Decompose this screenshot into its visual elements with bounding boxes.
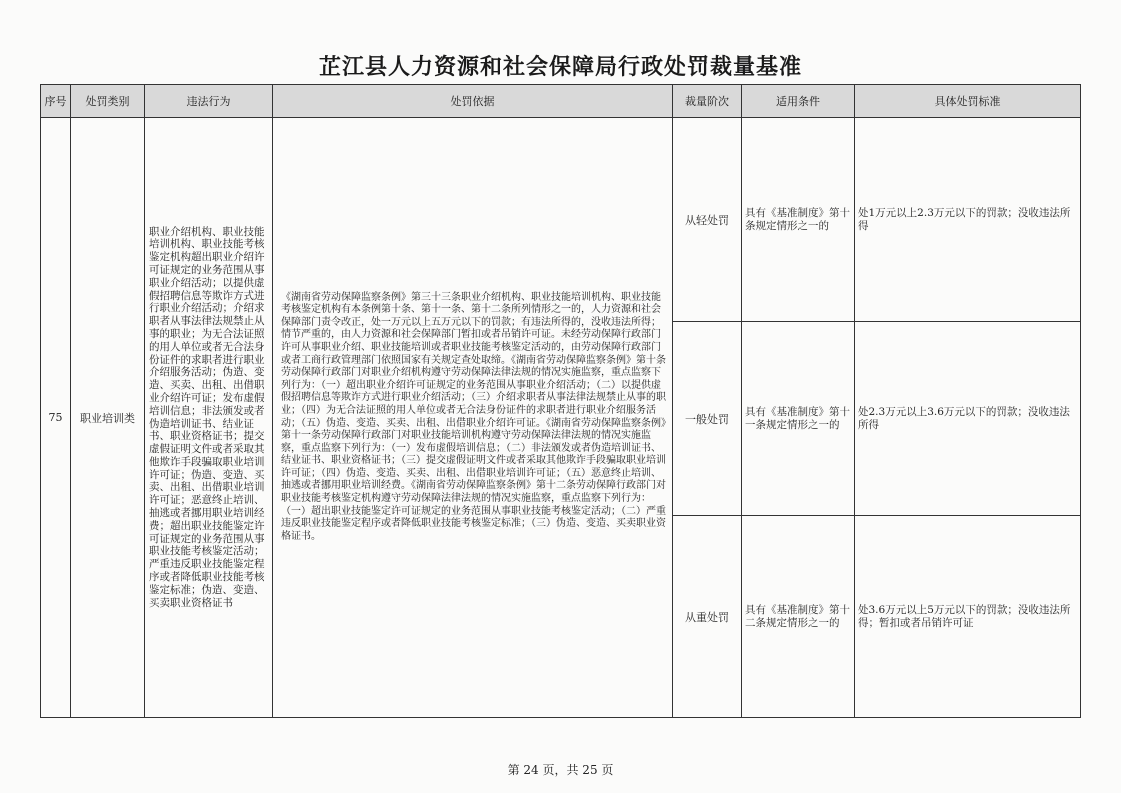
header-behavior: 违法行为: [145, 85, 273, 118]
standard-light: 处1万元以上2.3万元以下的罚款；没收违法所得: [855, 118, 1081, 322]
header-basis: 处罚依据: [273, 85, 673, 118]
standard-heavy: 处3.6万元以上5万元以下的罚款；没收违法所得；暂扣或者吊销许可证: [855, 516, 1081, 718]
level-heavy: 从重处罚: [673, 516, 742, 718]
header-category: 处罚类别: [71, 85, 145, 118]
header-no: 序号: [41, 85, 71, 118]
illegal-behavior: 职业介绍机构、职业技能培训机构、职业技能考核鉴定机构超出职业介绍许可证规定的业务范围从事职业介绍活动；以提供虚假招聘信息等欺诈方式进行职业介绍活动；介绍求职者从事法律法规禁止从事的职业；为无合法证照的用人单位或者无合法身份证件的求职者进行职业介绍服务活动；伪造、变造、买卖、出租、出借职业介绍许可证；发布虚假培训信息；非法颁发或者伪造培训证书、结业证书、职业资格证书；提交虚假证明文件或者采取其他欺诈手段骗取职业培训许可证；伪造、变造、买卖、出租、出借职业培训许可证；恶意终止培训、抽逃或者挪用职业培训经费；超出职业技能鉴定许可证规定的业务范围从事职业技能考核鉴定活动；严重违反职业技能鉴定程序或者降低职业技能考核鉴定标准；伪造、变造、买卖职业资格证书: [145, 118, 273, 718]
penalty-basis: 《湖南省劳动保障监察条例》第三十三条职业介绍机构、职业技能培训机构、职业技能考核鉴定机构有本条例第十条、第十一条、第十二条所列情形之一的，人力资源和社会保障部门责令改正，处一万元以上五万元以下的罚款；有违法所得的，没收违法所得；情节严重的，由人力资源和社会保障部门暂扣或者吊销许可证。未经劳动保障行政部门许可从事职业介绍、职业技能培训或者职业技能考核鉴定活动的，由劳动保障行政部门或者工商行政管理部门依照国家有关规定查处取缔。《湖南省劳动保障监察条例》第十条劳动保障行政部门对职业介绍机构遵守劳动保障法律法规的情况实施监察，重点监察下列行为：（一）超出职业介绍许可证规定的业务范围从事职业介绍活动；（二）以提供虚假招聘信息等欺诈方式进行职业介绍活动；（三）介绍求职者从事法律法规禁止从事的职业；（四）为无合法证照的用人单位或者无合法身份证件的求职者进行职业介绍服务活动；（五）伪造、变造、买卖、出租、出借职业介绍许可证。《湖南省劳动保障监察条例》第十一条劳动保障行政部门对职业技能培训机构遵守劳动保障法律法规的情况实施监察，重点监察下列行为：（一）发布虚假培训信息；（二）非法颁发或者伪造培训证书、结业证书、职业资格证书；（三）提交虚假证明文件或者采取其他欺诈手段骗取职业培训许可证；（四）伪造、变造、买卖、出租、出借职业培训许可证；（五）恶意终止培训、抽逃或者挪用职业培训经费。《湖南省劳动保障监察条例》第十二条劳动保障行政部门对职业技能考核鉴定机构遵守劳动保障法律法规的情况实施监察，重点监察下列行为：（一）超出职业技能鉴定许可证规定的业务范围从事职业技能考核鉴定活动；（二）严重违反职业技能鉴定程序或者降低职业技能考核鉴定标准；（三）伪造、变造、买卖职业资格证书。: [273, 118, 673, 718]
penalty-table: [40, 84, 1081, 718]
condition-heavy: 具有《基准制度》第十二条规定情形之一的: [742, 516, 855, 718]
page-number: 第 24 页，共 25 页: [507, 763, 614, 777]
header-condition: 适用条件: [742, 85, 855, 118]
page-title: 芷江县人力资源和社会保障局行政处罚裁量基准: [318, 55, 802, 80]
penalty-category: 职业培训类: [71, 118, 145, 718]
table-row: [41, 118, 1081, 322]
header-level: 裁量阶次: [673, 85, 742, 118]
condition-light: 具有《基准制度》第十条规定情形之一的: [742, 118, 855, 322]
condition-general: 具有《基准制度》第十一条规定情形之一的: [742, 322, 855, 516]
level-general: 一般处罚: [673, 322, 742, 516]
standard-general: 处2.3万元以上3.6万元以下的罚款；没收违法所得: [855, 322, 1081, 516]
level-light: 从轻处罚: [673, 118, 742, 322]
header-standard: 具体处罚标准: [855, 85, 1081, 118]
table-header-row: [41, 85, 1081, 118]
row-number: 75: [41, 118, 71, 718]
